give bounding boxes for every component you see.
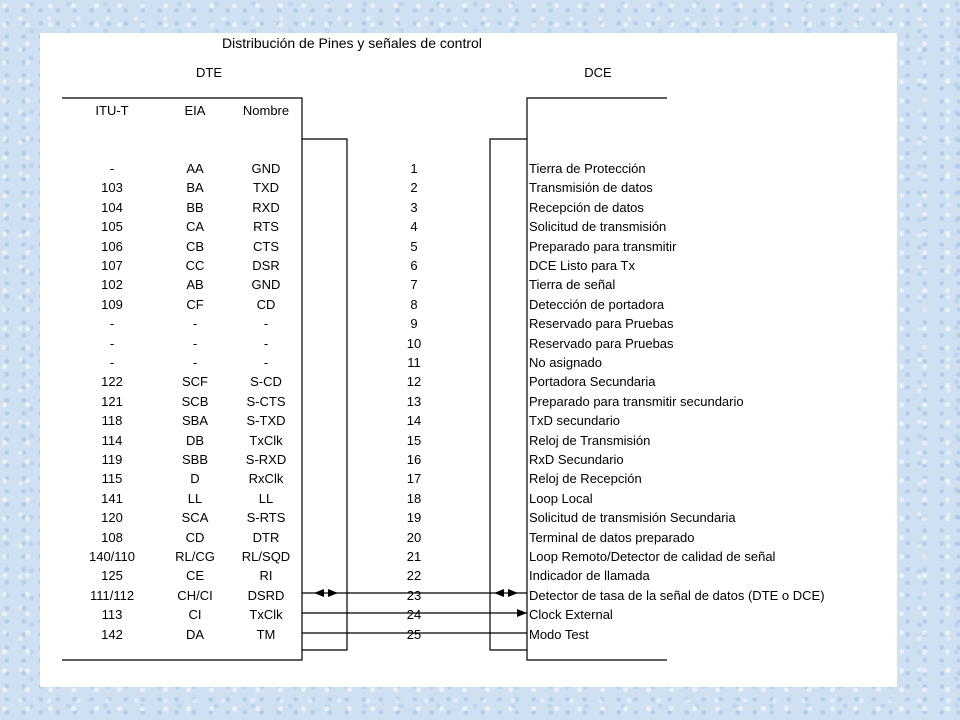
dte-inner-bracket [302,139,347,650]
row-pin: 3 [410,199,418,215]
row-eia: BB [186,199,204,215]
row-nombre: - [263,316,269,332]
row-eia: DA [185,626,205,642]
row-pin: 23 [406,587,422,603]
arrow-pin-24-dce [517,609,527,617]
row-pin: 2 [410,180,418,196]
row-pin: 12 [406,374,422,390]
row-eia: CD [185,529,205,545]
row-itu: 113 [101,607,123,623]
row-nombre: S-TXD [246,413,286,429]
row-descripcion: Tierra de señal [529,277,616,293]
dte-label: DTE [196,65,222,80]
row-itu: 121 [101,393,123,409]
row-descripcion: Loop Local [529,490,593,506]
row-itu: 103 [101,180,123,196]
row-itu: 106 [101,238,123,254]
row-descripcion: Terminal de datos preparado [529,529,695,545]
row-nombre: CD [256,296,276,312]
row-eia: - [192,335,198,351]
row-eia: AA [186,161,204,176]
row-nombre: TxClk [249,607,283,623]
row-eia: CB [185,238,205,254]
row-eia: RL/CG [175,549,215,564]
row-eia: CF [186,296,204,312]
row-nombre: TxClk [249,432,283,448]
row-itu: 122 [101,374,123,390]
row-descripcion: Clock External [529,607,613,623]
row-descripcion: RxD Secundario [529,452,624,467]
row-descripcion: Preparado para transmitir [529,238,677,254]
row-itu: 104 [101,199,123,215]
row-pin: 14 [406,413,422,429]
arrow-pin-23-dte-left [314,589,324,597]
row-nombre: CTS [253,238,279,254]
row-itu: 125 [101,568,123,584]
row-pin: 1 [410,161,418,176]
row-pin: 4 [410,219,418,235]
row-nombre: DSRD [247,587,285,603]
row-pin: 15 [406,432,422,448]
row-itu: - [109,335,115,351]
row-nombre: TXD [253,180,279,196]
row-descripcion: Preparado para transmitir secundario [529,393,744,409]
row-pin: 16 [406,452,422,467]
row-nombre: RTS [253,219,279,235]
row-pin: 18 [406,490,422,506]
row-eia: CE [185,568,205,584]
dce-label: DCE [584,65,612,80]
row-itu: 140/110 [88,549,136,564]
row-itu: - [109,316,115,332]
row-eia: SBA [181,413,209,429]
row-eia: DB [185,432,205,448]
row-descripcion: Reservado para Pruebas [529,335,674,351]
row-eia: SCF [182,374,208,390]
row-pin: 9 [410,316,418,332]
row-pin: 22 [406,568,422,584]
row-eia: D [190,471,200,487]
row-descripcion: Reloj de Transmisión [529,432,651,448]
row-eia: SBB [181,452,209,467]
row-nombre: S-CTS [246,393,286,409]
row-itu: 105 [101,219,123,235]
row-itu: 115 [101,471,123,487]
row-pin: 5 [410,238,418,254]
row-nombre: DSR [252,258,280,273]
row-descripcion: DCE Listo para Tx [529,258,635,273]
row-nombre: GND [251,277,281,293]
arrow-pin-23-dce-left [494,589,504,597]
arrow-pin-23-dte-right [328,589,338,597]
row-itu: 107 [101,258,123,273]
diagram-canvas [40,33,897,687]
row-nombre: TM [256,626,276,642]
row-nombre: S-RTS [246,510,286,526]
row-pin: 13 [406,393,422,409]
row-nombre: LL [258,490,274,506]
row-eia: LL [187,490,203,506]
row-descripcion: Recepción de datos [529,199,644,215]
row-descripcion: Indicador de llamada [529,568,650,584]
row-descripcion: Solicitud de transmisión [529,219,667,235]
row-pin: 7 [410,277,418,293]
row-pin: 11 [407,355,421,370]
row-pin: 10 [406,335,422,351]
row-nombre: RL/SQD [241,549,291,564]
row-itu: 119 [101,452,123,467]
row-nombre: S-CD [250,374,282,390]
row-descripcion: Reloj de Recepción [529,471,642,487]
row-eia: BA [186,180,204,196]
row-descripcion: Detector de tasa de la señal de datos (DTE o DCE) [529,587,825,603]
row-itu: 142 [101,626,123,642]
row-eia: AB [186,277,204,293]
row-itu: 141 [101,490,123,506]
row-descripcion: Transmisión de datos [529,180,653,196]
row-itu: 118 [101,413,123,429]
row-itu: - [109,355,115,370]
header-nombre: Nombre [242,103,290,118]
row-nombre: S-RXD [245,452,287,467]
row-pin: 21 [406,549,422,564]
row-nombre: RI [259,568,273,584]
row-eia: CA [185,219,205,235]
row-itu: 120 [101,510,123,526]
row-itu: 111/112 [89,587,135,603]
row-descripcion: Loop Remoto/Detector de calidad de señal [529,549,776,564]
dce-inner-bracket [490,139,527,650]
arrow-pin-23-dce-right [508,589,518,597]
header-itu: ITU-T [95,103,129,118]
row-eia: - [192,355,198,370]
row-nombre: RxClk [248,471,284,487]
row-eia: SCA [181,510,209,526]
row-itu: 108 [101,529,123,545]
row-pin: 19 [406,510,422,526]
row-pin: 25 [406,626,422,642]
row-nombre: - [263,355,269,370]
row-eia: CH/CI [177,587,213,603]
row-descripcion: No asignado [529,355,602,370]
diagram-title: Distribución de Pines y señales de control [222,35,482,51]
row-itu: 114 [101,432,123,448]
row-nombre: DTR [252,529,280,545]
row-eia: CI [188,607,202,623]
row-descripcion: Reservado para Pruebas [529,316,674,332]
row-pin: 6 [410,258,418,273]
row-itu: 109 [101,296,123,312]
row-descripcion: Solicitud de transmisión Secundaria [529,510,736,526]
row-descripcion: Portadora Secundaria [529,374,656,390]
row-eia: - [192,316,198,332]
row-nombre: - [263,335,269,351]
row-itu: 102 [101,277,123,293]
row-pin: 17 [406,471,422,487]
row-pin: 20 [406,529,422,545]
row-pin: 8 [410,296,418,312]
header-eia: EIA [184,103,206,118]
row-pin: 24 [406,607,422,623]
row-eia: CC [185,258,205,273]
row-descripcion: Detección de portadora [529,296,665,312]
row-nombre: RXD [252,199,280,215]
row-descripcion: TxD secundario [529,413,621,429]
row-nombre: GND [251,161,281,176]
row-itu: - [109,161,115,176]
row-descripcion: Modo Test [529,626,589,642]
row-eia: SCB [181,393,209,409]
row-descripcion: Tierra de Protección [529,161,646,176]
